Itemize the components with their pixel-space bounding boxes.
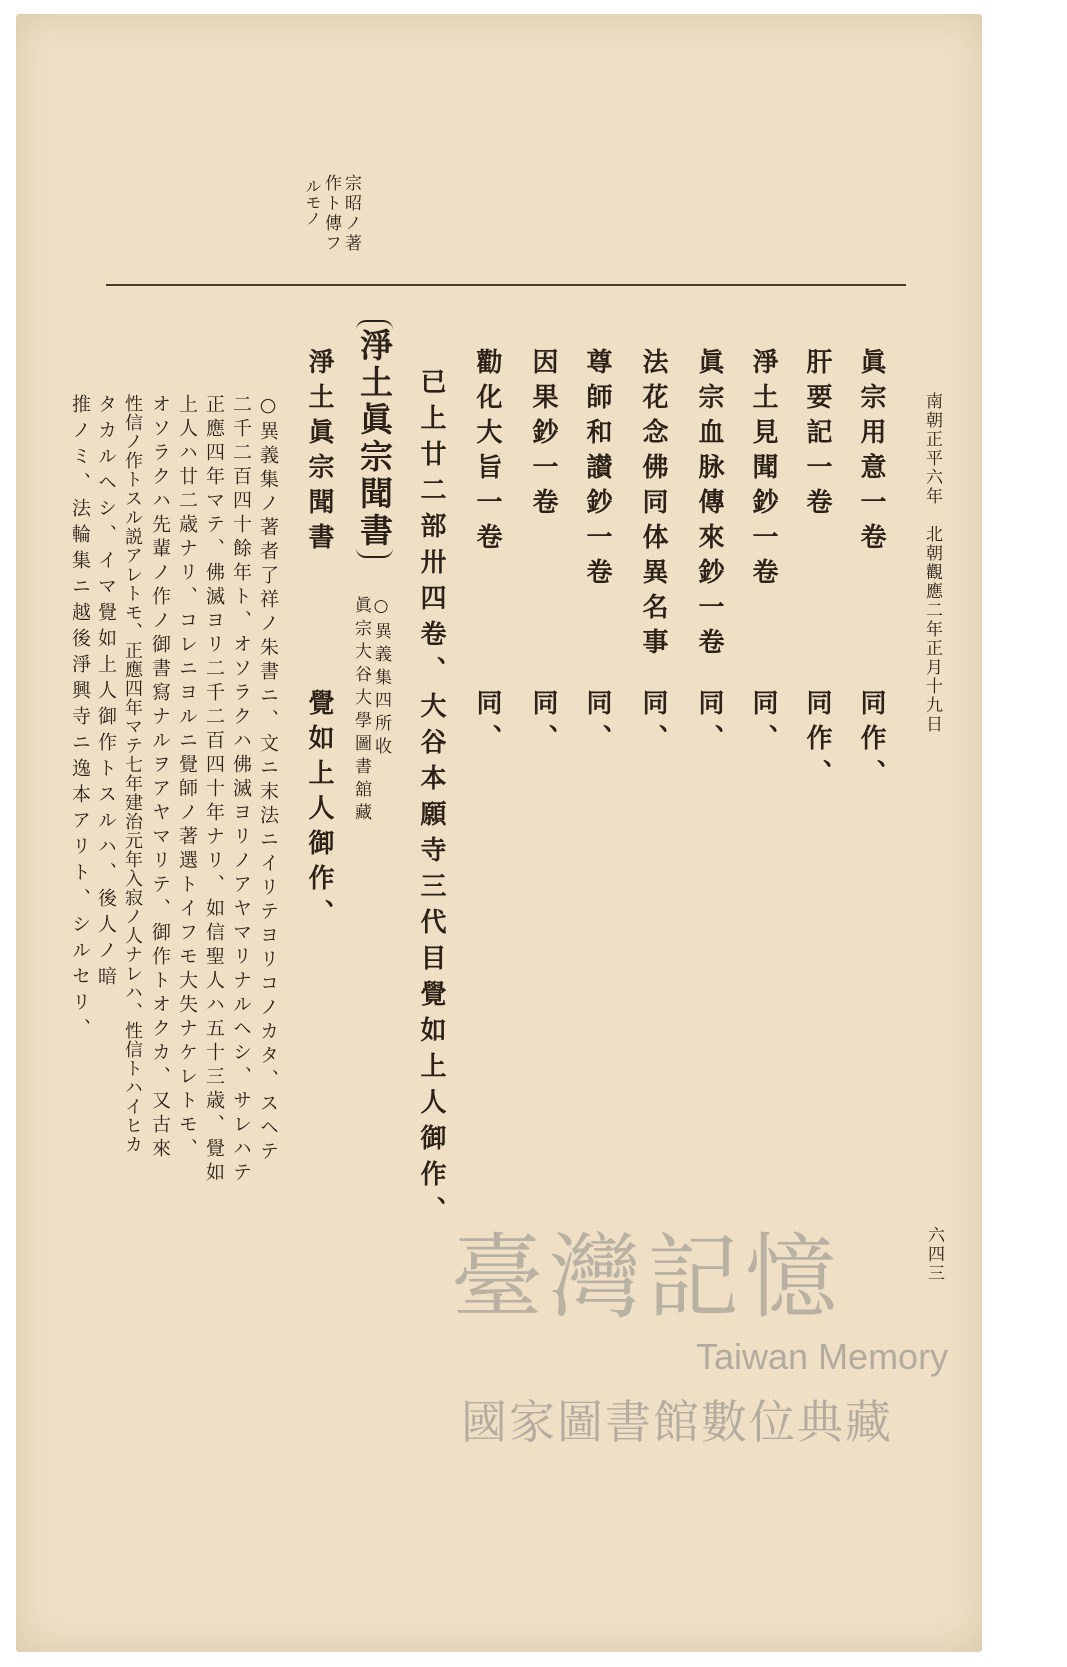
catalogue-title-6: 尊師和讃鈔一卷 — [582, 348, 612, 593]
catalogue-note-8: 同、 — [472, 689, 502, 759]
body-column-1: ○異義集ノ著者了祥ノ朱書ニ、文ニ末法ニイリテヨリコノカタ、スヘテ — [257, 394, 279, 1165]
body-column-6: 性信ノ作トスル説アレトモ、正應四年マテ七年建治元年入寂ノ人ナレハ、性信トハイヒカ — [122, 394, 143, 1154]
catalogue-note-2: 同作、 — [802, 689, 832, 794]
catalogue-note-3: 同、 — [748, 689, 778, 759]
section-title-line: 淨土眞宗聞書 — [304, 348, 334, 558]
catalogue-note-6: 同、 — [582, 689, 612, 759]
margin-note-line-3: ルモノ — [303, 178, 322, 226]
catalogue-title-1: 眞宗用意一卷 — [856, 348, 886, 558]
body-column-7: タカルヘシ、イマ覺如上人御作トスルハ、後人ノ暗 — [95, 394, 117, 992]
margin-note-line-1: 宗昭ノ著 — [341, 174, 361, 254]
catalogue-title-7: 因果鈔一卷 — [528, 348, 558, 523]
header-date-line: 南朝正平六年 北朝觀應二年正月十九日 — [922, 392, 942, 734]
document-page — [16, 14, 982, 1652]
section-heading: 淨土眞宗聞書 — [356, 320, 393, 558]
source-note-2: 眞宗大谷大學圖書舘藏 — [351, 596, 371, 826]
page-number: 六四三 — [924, 1226, 944, 1283]
body-column-4: 上人ハ廿二歳ナリ、コレニヨルニ覺師ノ著選トイフモ大失ナケレトモ、 — [176, 394, 198, 1162]
body-column-2: 二千二百四十餘年ト、オソラクハ佛滅ヨリノアヤマリナルヘシ、サレハテ — [230, 394, 252, 1186]
source-note-1: ○異義集四所收 — [371, 596, 391, 760]
catalogue-note-5: 同、 — [638, 689, 668, 759]
watermark-english: Taiwan Memory — [696, 1336, 949, 1377]
margin-note-line-2: 作ト傳フ — [321, 174, 341, 254]
catalogue-title-2: 肝要記一卷 — [802, 348, 832, 523]
body-column-5: オソラクハ先輩ノ作ノ御書寫ナルヲアヤマリテ、御作トオクカ、又古來 — [149, 394, 171, 1162]
watermark-chinese: 臺灣記憶 — [451, 1224, 844, 1331]
catalogue-note-1: 同作、 — [856, 689, 886, 794]
catalogue-title-5: 法花念佛同体異名事 — [638, 348, 668, 663]
catalogue-summary: 已上廿二部卅四卷、大谷本願寺三代目覺如上人御作、 — [416, 368, 446, 1232]
catalogue-title-8: 勸化大旨一卷 — [472, 348, 502, 558]
section-author: 覺如上人御作、 — [304, 689, 334, 934]
catalogue-note-4: 同、 — [694, 689, 724, 759]
body-column-8: 推ノミ、法輪集ニ越後淨興寺ニ逸本アリト、シルセリ、 — [69, 394, 91, 1044]
catalogue-title-3: 淨土見聞鈔一卷 — [748, 348, 778, 593]
horizontal-rule — [106, 284, 906, 286]
watermark-library: 國家圖書館數位典藏 — [461, 1395, 893, 1449]
catalogue-title-4: 眞宗血脉傳來鈔一卷 — [694, 348, 724, 663]
catalogue-note-7: 同、 — [528, 689, 558, 759]
body-column-3: 正應四年マテ、佛滅ヨリ二千二百四十年ナリ、如信聖人ハ五十三歳、覺如 — [203, 394, 225, 1186]
